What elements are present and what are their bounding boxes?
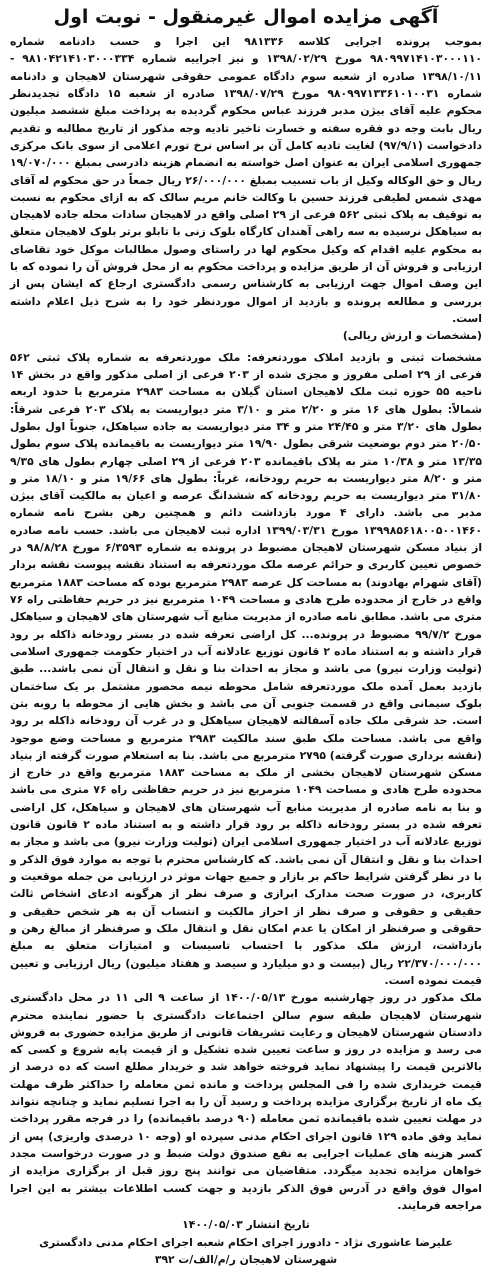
signature-line-2: شهرستان لاهیجان ر/م/الف/ت ۳۹۲ [154,1252,338,1266]
auction-notice [10,4,482,1268]
notice-title: آگهی مزایده اموال غیرمنقول - نوبت اول [53,6,439,28]
publication-date: تاریخ انتشار ۱۴۰۰/۰۵/۰۳ [182,1218,310,1232]
signature-line-1: علیرضا عاشوری نژاد - دادورز اجرای احکام شعبه اجرای احکام مدنی دادگستری [39,1235,453,1249]
notice-paragraph-specs: مشخصات ثبتی و بازدید املاک موردتعرفه: ملک موردتعرفه به شماره پلاک ثبتی ۵۶۲ فرعی از ۲۹ اصلی مفروز و مجزی شده از ۲۰۳ فرعی از اصلی مذکور واقع در بخش ۱۴ ناحیه ۵۵ حوزه ثبت ملک لاهیجان استان گیلان به مساحت ۲۹۸۳ مترمربع با حدود اربعه شمالاً: بطول های ۱۶ متر و ۲/۲۰ متر و ۳/۱۰ متر دیواریست به پلاک ۲۰۳ فرعی شرقاً: بطول های ۳/۲۰ متر و ۲۴/۴۵ متر و ۳۴ متر دیواریست به جاده سیاهکل، جنوباً اول بطول ۲۰/۵۰ متر دوم بوضعیت شرقی بطول ۱۹/۹۰ متر دیواریست به باقیمانده پلاک سوم بطول ۱۳/۳۵ متر و ۱۰/۳۸ متر به پلاک باقیمانده ۲۰۳ فرعی از ۲۹ اصلی چهارم بطول های ۹/۳۵ متر و ۸/۲۰ متر دیواریست به حریم رودخانه، غرباً: بطول های ۱۹/۶۶ متر و ۱۸/۱۰ متر و ۳۱/۸۰ متر دیواریست به حریم رودخانه که ششدانگ عرصه و اعیان به مالکیت آقای بیژن مدبر می باشد. دارای ۴ مورد بازداشت دائم و همچنین رهن بشرح نامه شماره ۱۳۹۹۸۵۶۱۸۰۰۵۰۰۱۴۶۰ مورخ ۱۳۹۹/۰۳/۳۱ اداره ثبت لاهیجان می باشد. حسب نامه صادره از بنیاد مسکن شهرستان لاهیجان مضبوط در پرونده به شماره ۶/۳۵۹۳ مورخ ۹۸/۸/۲۸ در خصوص تعیین کاربری و حرائم عرصه ملک موردتعرفه به استناد نقشه پیوست نقشه بردار (آقای شهرام بهادوند) به مساحت کل عرصه ۲۹۸۳ مترمربع بوده که مساحت ۱۸۸۳ مترمربع واقع در خارج از محدوده طرح هادی و مساحت ۱۰۴۹ مترمربع نیز در حریم حفاظتی راه ۷۶ متری می باشد. مطابق نامه صادره از مدیریت منابع آب شهرستان های لاهیجان و سیاهکل مورخ ۹۹/۷/۲ مضبوط در پرونده... کل اراضی تعرفه شده در بستر رودخانه ذاکله بر رود قرار داشته و به استناد ماده ۲ قانون توزیع عادلانه آب در اختیار حکومت جمهوری اسلامی (تولیت وزارت نیرو) می باشد و مجاز به احداث بنا و نقل و انتقال آن نمی باشد... طبق بازدید بعمل آمده ملک موردتعرفه شامل محوطه نیمه محصور مشتمل بر یک ساختمان بلوک سیمانی واقع در قسمت جنوبی آن می باشد و بخش هایی از محوطه با روبه بتن است. حد شرقی ملک جاده آسفالته لاهیجان سیاهکل و در غرب آن رودخانه ذاکله بر رود واقع می باشد. مساحت ملک طبق سند مالکیت ۲۹۸۳ مترمربع و مساحت وضع موجود (نقشه برداری صورت گرفته) ۲۷۹۵ مترمربع می باشد. بنا به استعلام صورت گرفته از بنیاد مسکن شهرستان لاهیجان بخشی از ملک به مساحت ۱۸۸۳ مترمربع واقع در خارج از محدوده طرح هادی و مساحت ۱۰۴۹ مترمربع نیز در حریم حفاظتی راه ۷۶ متری می باشد و بنا به نامه صادره از مدیریت منابع آب شهرستان های لاهیجان و سیاهکل، کل اراضی تعرفه شده در بستر رودخانه ذاکله بر رود قرار داشته و به استناد ماده ۲ قانون قانون توزیع عادلانه آب در اختیار جمهوری اسلامی ایران (تولیت وزارت نیرو) می باشد و مجاز به احداث بنا و نقل و انتقال آن نمی باشد. که کارشناس محترم با توجه به موارد فوق الذکر و با در نظر گرفتن شرایط حاکم بر بازار و جمیع جهات موثر در ارزیابی من جمله موقعیت و کاربری، در صورت صحت مدارک ابرازی و صرف نظر از هرگونه ادعای اشخاص ثالث حقیقی و حقوقی و صرف نظر از احراز مالکیت و انتساب آن به هر شخص حقیقی و حقوقی و صرفنظر از امکان یا عدم امکان نقل و انتقال ملک و صرفنظر از مبالغ رهن و بازداشت، ارزش ملک مذکور با احتساب تاسیسات و امتیازات متعلق به مبلغ ۲۲/۳۷۰/۰۰۰/۰۰۰ ریال (بیست و دو میلیارد و سیصد و هفتاد میلیون) ریال ارزیابی و تعیین قیمت نموده است. [10,350,483,987]
notice-paragraph-intro: بموجب پرونده اجرایی کلاسه ۹۸۱۳۳۶ این اجرا و حسب دادنامه شماره ۹۸۰۹۹۷۱۴۱۰۳۰۰۰۱۱۰ مورخ ۱۳۹۸/۰۲/۲۹ و نیز اجراییه شماره ۹۸۱۰۴۲۱۴۱۰۳۰۰۰۳۳۴ - ۱۳۹۸/۱۰/۱۱ صادره از شعبه سوم دادگاه عمومی حقوقی شهرستان لاهیجان و دادنامه شماره ۹۸۰۹۹۷۱۳۳۶۱۰۱۰۰۳۱ مورخ ۱۳۹۸/۰۷/۲۹ صادره از شعبه ۱۵ دادگاه تجدیدنظر محکوم علیه آقای بیژن مدبر فرزند عباس محکوم گردیده به پرداخت مبلغ ششصد میلیون ریال بابت وجه دو فقره سفته و خسارت تاخیر تادیه وجه مذکور از تاریخ مطالبه و تقدیم دادخواست (۹۷/۹/۱) لغایت تادیه کامل آن بر اساس نرخ تورم اعلامی از سوی بانک مرکزی جمهوری اسلامی ایران به عنوان اصل خواسته به انضمام هزینه دادرسی بمبلغ ۱۹/۰۷۰/۰۰۰ ریال و حق الوکاله وکیل از باب تسبیب بمبلغ ۲۶/۰۰۰/۰۰۰ ریال جمعاً در حق محکوم له آقای مهدی شمس لطیفی فرزند حسین با وکالت خانم مریم سالک که به ازای محکوم به نسبت به توقیف به پلاک ثبتی ۵۶۲ فرعی از ۲۹ اصلی واقع در لاهیجان سادات محله جاده لاهیجان به سیاهکل نرسیده به سه راهی آهندان کارگاه بلوک زنی با تابلو برتر بلوک لاهیجان متعلق به محکوم علیه اقدام که وکیل محکوم لها در راستای وصول مطالبات موکل خود تقاضای ارزیابی و فروش آن از طریق مزایده و پرداخت محکوم به از محل فروش آن را نموده که با این وصف اموال جهت ارزیابی به کارشناس رسمی دادگستری ارجاع که ایشان پس از بررسی و مطالعه پرونده و بازدید از اموال موردنظر خود را به شرح ذیل اعلام داشته است. [10,35,483,325]
notice-paragraph-auction: ملک مذکور در روز چهارشنبه مورخ ۱۴۰۰/۰۵/۱۳ از ساعت ۹ الی ۱۱ در محل دادگستری شهرستان لاهیجان طبقه سوم سالن اجتماعات دادگستری با حضور نماینده محترم دادستان شهرستان لاهیجان و رعایت تشریفات قانونی از طریق مزایده حضوری به فروش می رسد و مزایده در روز و ساعت تعیین شده تشکیل و از قیمت پایه شروع و کسی که بالاترین قیمت را پیشنهاد نماید فروخته خواهد شد و خریدار مطلع است که ده درصد از قیمت خریداری شده را فی المجلس پرداخت و مانده ثمن معامله را حداکثر ظرف مهلت یک ماه از تاریخ برگزاری مزایده پرداخت و رسید آن را به اجرا تسلیم نماید و چنانچه نتواند در مهلت تعیین شده باقیمانده ثمن معامله (۹۰ درصد باقیمانده) را در فرجه مقرر پرداخت نماید وفق ماده ۱۲۹ قانون اجرای احکام مدنی سپرده او (وجه ۱۰ درصدی واریزی) پس از کسر هزینه های عملیات اجرایی به نفع صندوق دولت ضبط و در صورت درخواست مجدد خواهان مزایده تجدید میگردد. متقاضیان می توانند پنج روز قبل از برگزاری مزایده از اموال فوق واقع در آدرس فوق الذکر بازدید و جهت کسب اطلاعات بیشتر به این اجرا مراجعه فرمایند. [10,991,482,1212]
notice-subheading: (مشخصات و ارزش ریالی) [342,329,482,343]
